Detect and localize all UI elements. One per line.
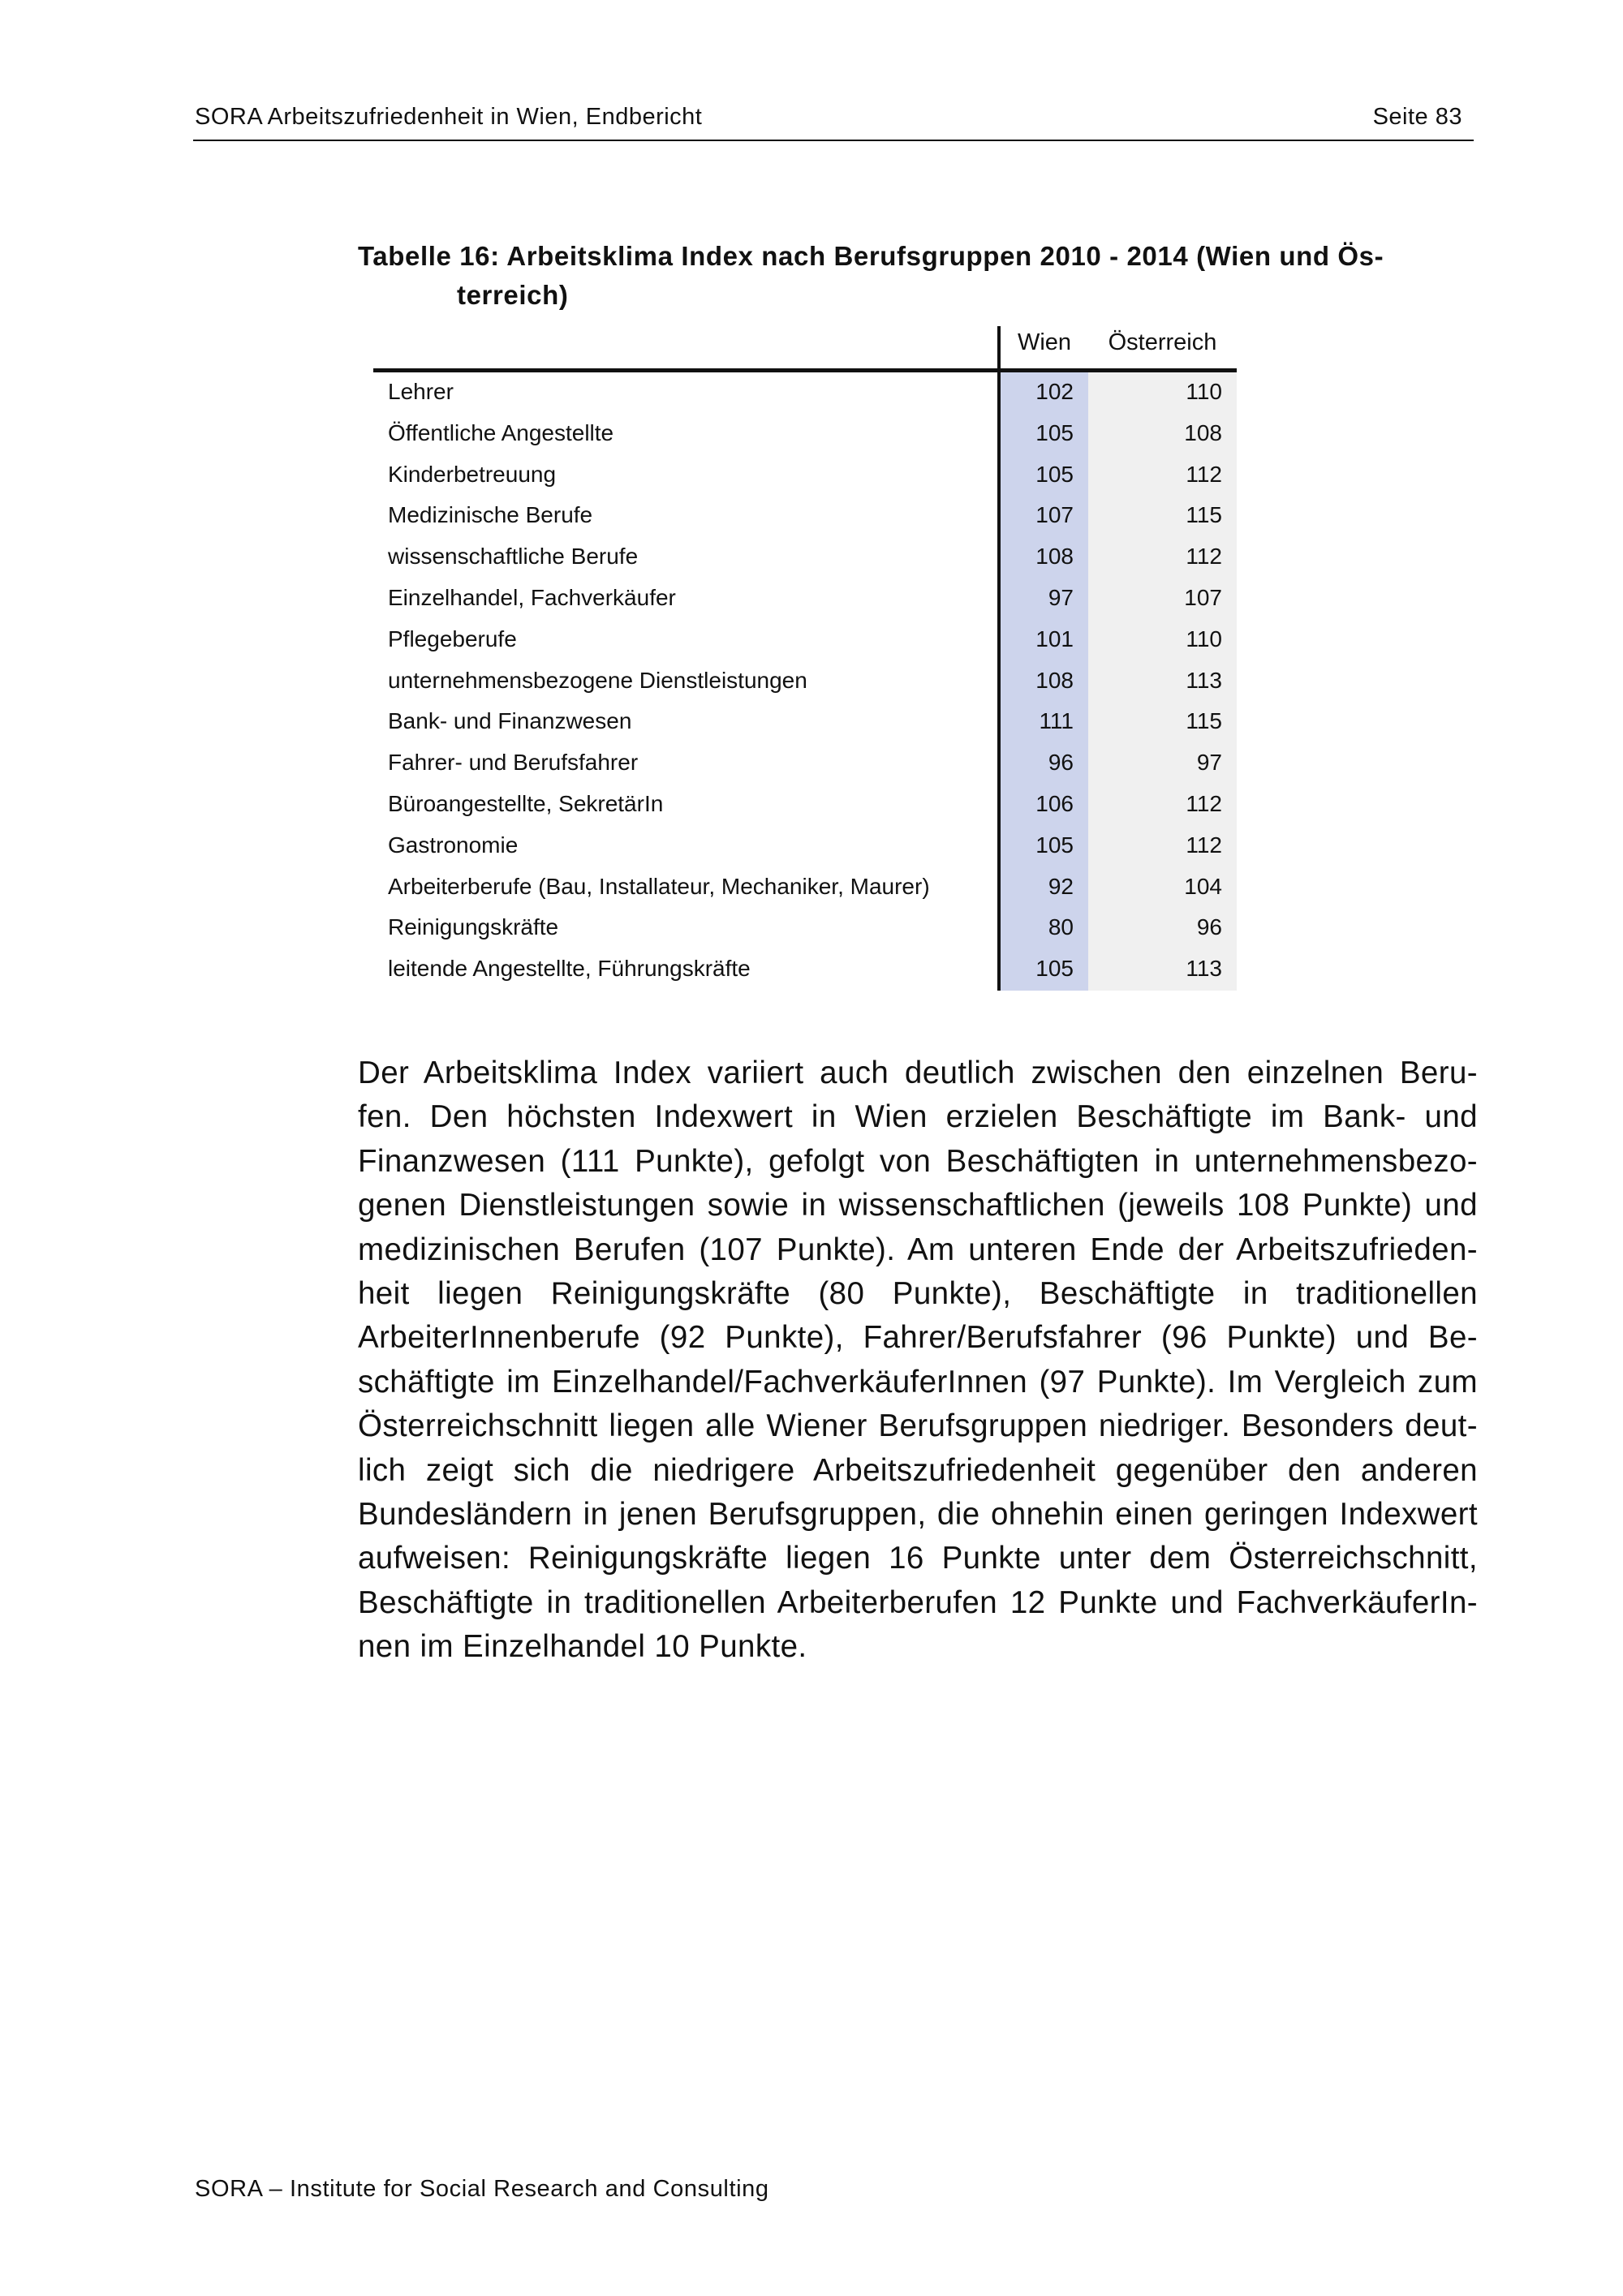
row-label: Öffentliche Angestellte <box>388 419 614 445</box>
table-row <box>373 372 1237 414</box>
cell-oesterreich: 115 <box>1088 702 1237 743</box>
cell-oesterreich: 115 <box>1088 496 1237 537</box>
paragraph-line: lich zeigt sich die niedrigere Arbeitszufriedenheit gegenüber den anderen <box>358 1452 1478 1488</box>
cell-wien: 105 <box>997 455 1088 497</box>
table-row <box>373 743 1237 785</box>
cell-wien: 105 <box>997 949 1088 991</box>
column-header-oesterreich: Österreich <box>1108 329 1217 355</box>
cell-wien: 105 <box>997 826 1088 867</box>
row-label: Gastronomie <box>388 832 519 858</box>
cell-oesterreich: 110 <box>1088 372 1237 414</box>
cell-wien: 108 <box>997 537 1088 578</box>
body-paragraph <box>358 1051 1478 1670</box>
cell-wien: 92 <box>997 867 1088 909</box>
table-row <box>373 620 1237 661</box>
table-row <box>373 785 1237 826</box>
table-row <box>373 414 1237 455</box>
paragraph-line: Bundesländern in jenen Berufsgruppen, die ohnehin einen geringen Indexwert <box>358 1497 1478 1533</box>
table-row <box>373 455 1237 497</box>
page-header <box>193 104 1474 141</box>
table-row <box>373 826 1237 867</box>
paragraph-line: fen. Den höchsten Indexwert in Wien erzielen Beschäftigte im Bank- und <box>358 1099 1478 1135</box>
header-title: SORA Arbeitszufriedenheit in Wien, Endbericht <box>195 104 703 130</box>
row-label: Medizinische Berufe <box>388 502 593 528</box>
paragraph-line: genen Dienstleistungen sowie in wissenschaftlichen (jeweils 108 Punkte) und <box>358 1188 1478 1223</box>
cell-oesterreich: 112 <box>1088 537 1237 578</box>
cell-wien: 107 <box>997 496 1088 537</box>
page-footer: SORA – Institute for Social Research and Consulting <box>195 2176 769 2202</box>
table-caption-line: Tabelle 16: Arbeitsklima Index nach Berufsgruppen 2010 - 2014 (Wien und Ös- <box>358 241 1384 271</box>
row-label: Lehrer <box>388 379 454 404</box>
cell-oesterreich: 108 <box>1088 414 1237 455</box>
row-label: Bank- und Finanzwesen <box>388 708 632 734</box>
paragraph-line: aufweisen: Reinigungskräfte liegen 16 Punkte unter dem Österreichschnitt, <box>358 1541 1478 1576</box>
paragraph-line: ArbeiterInnenberufe (92 Punkte), Fahrer/Berufsfahrer (96 Punkte) und Be- <box>358 1320 1478 1356</box>
row-label: Arbeiterberufe (Bau, Installateur, Mechaniker, Maurer) <box>388 873 930 899</box>
row-label: Fahrer- und Berufsfahrer <box>388 750 639 776</box>
row-label: Reinigungskräfte <box>388 914 559 940</box>
cell-oesterreich: 107 <box>1088 578 1237 620</box>
paragraph-line: medizinischen Berufen (107 Punkte). Am unteren Ende der Arbeitszufrieden- <box>358 1232 1478 1267</box>
row-label: Kinderbetreuung <box>388 461 557 487</box>
cell-oesterreich: 112 <box>1088 826 1237 867</box>
cell-wien: 96 <box>997 743 1088 785</box>
cell-oesterreich: 112 <box>1088 455 1237 497</box>
table-caption <box>358 237 1453 315</box>
paragraph-line: Der Arbeitsklima Index variiert auch deutlich zwischen den einzelnen Beru- <box>358 1056 1478 1090</box>
cell-wien: 106 <box>997 785 1088 826</box>
paragraph-line: Österreichschnitt liegen alle Wiener Berufsgruppen niedriger. Besonders deut- <box>358 1408 1478 1444</box>
cell-oesterreich: 110 <box>1088 620 1237 661</box>
cell-wien: 80 <box>997 908 1088 949</box>
cell-oesterreich: 96 <box>1088 908 1237 949</box>
paragraph-line: heit liegen Reinigungskräfte (80 Punkte), Beschäftigte in traditionellen <box>358 1276 1478 1312</box>
table-row <box>373 578 1237 620</box>
column-header-wien: Wien <box>1017 329 1072 355</box>
cell-oesterreich: 97 <box>1088 743 1237 785</box>
cell-wien: 108 <box>997 661 1088 703</box>
cell-oesterreich: 112 <box>1088 785 1237 826</box>
cell-wien: 97 <box>997 578 1088 620</box>
cell-oesterreich: 104 <box>1088 867 1237 909</box>
paragraph-line: Finanzwesen (111 Punkte), gefolgt von Beschäftigten in unternehmensbezo- <box>358 1143 1478 1179</box>
table-row <box>373 908 1237 949</box>
cell-wien: 111 <box>997 702 1088 743</box>
paragraph-line: schäftigte im Einzelhandel/FachverkäuferInnen (97 Punkte). Im Vergleich zum <box>358 1364 1478 1400</box>
table-row <box>373 661 1237 703</box>
row-label: wissenschaftliche Berufe <box>388 544 639 570</box>
cell-wien: 105 <box>997 414 1088 455</box>
row-label: unternehmensbezogene Dienstleistungen <box>388 667 807 693</box>
row-label: leitende Angestellte, Führungskräfte <box>388 956 751 982</box>
table-body <box>373 372 1237 991</box>
table-header <box>373 321 1237 372</box>
paragraph-line: Beschäftigte in traditionellen Arbeiterberufen 12 Punkte und FachverkäuferIn- <box>358 1584 1478 1620</box>
table-caption-line: terreich) <box>457 280 569 310</box>
table-row <box>373 496 1237 537</box>
table-row <box>373 867 1237 909</box>
cell-oesterreich: 113 <box>1088 949 1237 991</box>
cell-wien: 102 <box>997 372 1088 414</box>
index-table <box>373 321 1237 991</box>
table-row <box>373 537 1237 578</box>
table-row <box>373 702 1237 743</box>
table-row <box>373 949 1237 991</box>
row-label: Büroangestellte, SekretärIn <box>388 790 664 816</box>
row-label: Einzelhandel, Fachverkäufer <box>388 584 676 610</box>
paragraph-line: nen im Einzelhandel 10 Punkte. <box>358 1629 807 1665</box>
row-label: Pflegeberufe <box>388 626 517 651</box>
page-number: Seite 83 <box>1372 104 1462 130</box>
cell-oesterreich: 113 <box>1088 661 1237 703</box>
cell-wien: 101 <box>997 620 1088 661</box>
